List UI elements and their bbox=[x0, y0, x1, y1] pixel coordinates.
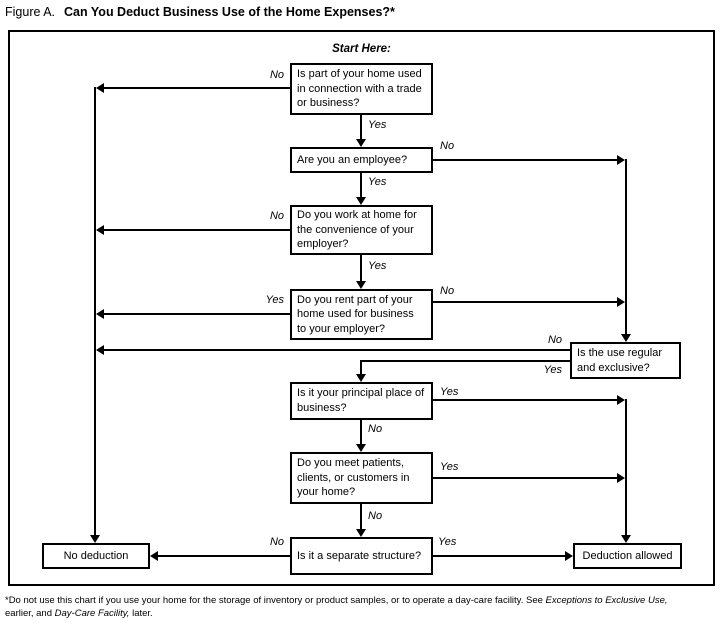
edge-q8-yes-line bbox=[433, 555, 567, 557]
edge-label-q7-yes: Yes bbox=[440, 461, 459, 473]
edge-q3-no-line bbox=[100, 229, 290, 231]
edge-label-q4-yes: Yes bbox=[265, 294, 284, 306]
node-q4 bbox=[290, 289, 433, 340]
edge-label-q7-no: No bbox=[368, 510, 383, 522]
edge-q8-no-line bbox=[156, 555, 290, 557]
node-q1 bbox=[290, 63, 433, 115]
node-q5-text: Is the use regular and exclusive? bbox=[577, 346, 662, 374]
figure-title bbox=[5, 5, 395, 19]
edge-q5-no-arrowhead-icon bbox=[96, 345, 104, 355]
right-collector-lower-arrowhead-icon bbox=[621, 535, 631, 543]
footnote-text: later. bbox=[129, 608, 153, 620]
footnote-ref-daycare: Day-Care Facility, bbox=[54, 608, 130, 620]
edge-label-q8-yes: Yes bbox=[438, 536, 457, 548]
connector-q6-q7-line bbox=[360, 420, 362, 445]
connector-q3-q4-line bbox=[360, 255, 362, 282]
edge-q4-yes-arrowhead-icon bbox=[96, 309, 104, 319]
edge-q5-no-line bbox=[100, 349, 570, 351]
footnote-text: earlier, and bbox=[5, 608, 55, 620]
right-collector-lower-line bbox=[625, 399, 627, 535]
right-collector-upper-arrowhead-icon bbox=[621, 334, 631, 342]
node-q4-text: Do you rent part of your home used for business to your employer? bbox=[297, 293, 414, 335]
node-q1-text: Is part of your home used in connection with a trade or business? bbox=[297, 68, 422, 110]
edge-label-q3-no: No bbox=[269, 210, 284, 222]
edge-q8-yes-arrowhead-icon bbox=[565, 551, 573, 561]
edge-label-q1-yes: Yes bbox=[368, 119, 387, 131]
node-deduction-allowed-text: Deduction allowed bbox=[582, 549, 673, 562]
edge-label-q6-no: No bbox=[368, 423, 383, 435]
figure-title-text: Can You Deduct Business Use of the Home Expenses?* bbox=[64, 5, 395, 19]
edge-label-q3-yes: Yes bbox=[368, 260, 387, 272]
right-collector-upper-line bbox=[625, 159, 627, 335]
edge-label-q2-no: No bbox=[440, 140, 455, 152]
node-deduction-allowed bbox=[573, 543, 682, 569]
node-q2-text: Are you an employee? bbox=[297, 153, 408, 166]
edge-q5-yes-arrowhead-icon bbox=[356, 374, 366, 382]
node-q8-text: Is it a separate structure? bbox=[297, 549, 422, 562]
edge-q7-yes-line bbox=[433, 477, 619, 479]
node-q2 bbox=[290, 147, 433, 173]
footnote-text: *Do not use this chart if you use your home for the storage of inventory or product samples, or to operate a day-care facility. See bbox=[5, 595, 546, 606]
edge-label-q6-yes: Yes bbox=[440, 386, 459, 398]
node-q7 bbox=[290, 452, 433, 504]
edge-q6-yes-line bbox=[433, 399, 619, 401]
edge-label-q1-no: No bbox=[269, 69, 284, 81]
connector-q7-q8-line bbox=[360, 504, 362, 530]
node-q5 bbox=[570, 342, 681, 379]
edge-label-q2-yes: Yes bbox=[368, 176, 387, 188]
edge-q3-no-arrowhead-icon bbox=[96, 225, 104, 235]
edge-q8-no-arrowhead-icon bbox=[150, 551, 158, 561]
edge-q5-yes-hline bbox=[361, 360, 570, 362]
node-q8 bbox=[290, 537, 433, 575]
connector-q2-q3-line bbox=[360, 173, 362, 198]
node-q6 bbox=[290, 382, 433, 420]
edge-q4-yes-line bbox=[100, 313, 290, 315]
node-q7-text: Do you meet patients, clients, or customers in your home? bbox=[297, 457, 410, 499]
connector-q2-q3-arrowhead-icon bbox=[356, 197, 366, 205]
node-q3-text: Do you work at home for the convenience of your employer? bbox=[297, 209, 417, 251]
edge-q1-no-arrowhead-icon bbox=[96, 83, 104, 93]
footnote-line-2 bbox=[5, 607, 721, 620]
start-here-label: Start Here: bbox=[332, 43, 391, 55]
edge-q2-no-line bbox=[433, 159, 619, 161]
left-collector-arrowhead-icon bbox=[90, 535, 100, 543]
figure-label: Figure A. bbox=[5, 5, 56, 19]
connector-q1-q2-line bbox=[360, 115, 362, 140]
edge-q7-yes-arrowhead-icon bbox=[617, 473, 625, 483]
edge-q6-yes-arrowhead-icon bbox=[617, 395, 625, 405]
edge-label-q5-yes: Yes bbox=[543, 364, 562, 376]
connector-q7-q8-arrowhead-icon bbox=[356, 529, 366, 537]
connector-q3-q4-arrowhead-icon bbox=[356, 281, 366, 289]
edge-q4-no-arrowhead-icon bbox=[617, 297, 625, 307]
footnote-line-1 bbox=[5, 594, 721, 607]
node-q3 bbox=[290, 205, 433, 255]
edge-q1-no-line bbox=[100, 87, 290, 89]
edge-label-q4-no: No bbox=[440, 285, 455, 297]
edge-q5-yes-vline bbox=[360, 360, 362, 374]
node-q6-text: Is it your principal place of business? bbox=[297, 387, 425, 414]
edge-label-q5-no: No bbox=[547, 334, 562, 346]
edge-q4-no-line bbox=[433, 301, 619, 303]
footnote bbox=[5, 594, 721, 621]
footnote-ref-exceptions: Exceptions to Exclusive Use, bbox=[545, 595, 668, 606]
connector-q1-q2-arrowhead-icon bbox=[356, 139, 366, 147]
node-no-deduction-text: No deduction bbox=[63, 549, 129, 562]
edge-q2-no-arrowhead-icon bbox=[617, 155, 625, 165]
edge-label-q8-no: No bbox=[269, 536, 284, 548]
connector-q6-q7-arrowhead-icon bbox=[356, 444, 366, 452]
node-no-deduction bbox=[42, 543, 150, 569]
